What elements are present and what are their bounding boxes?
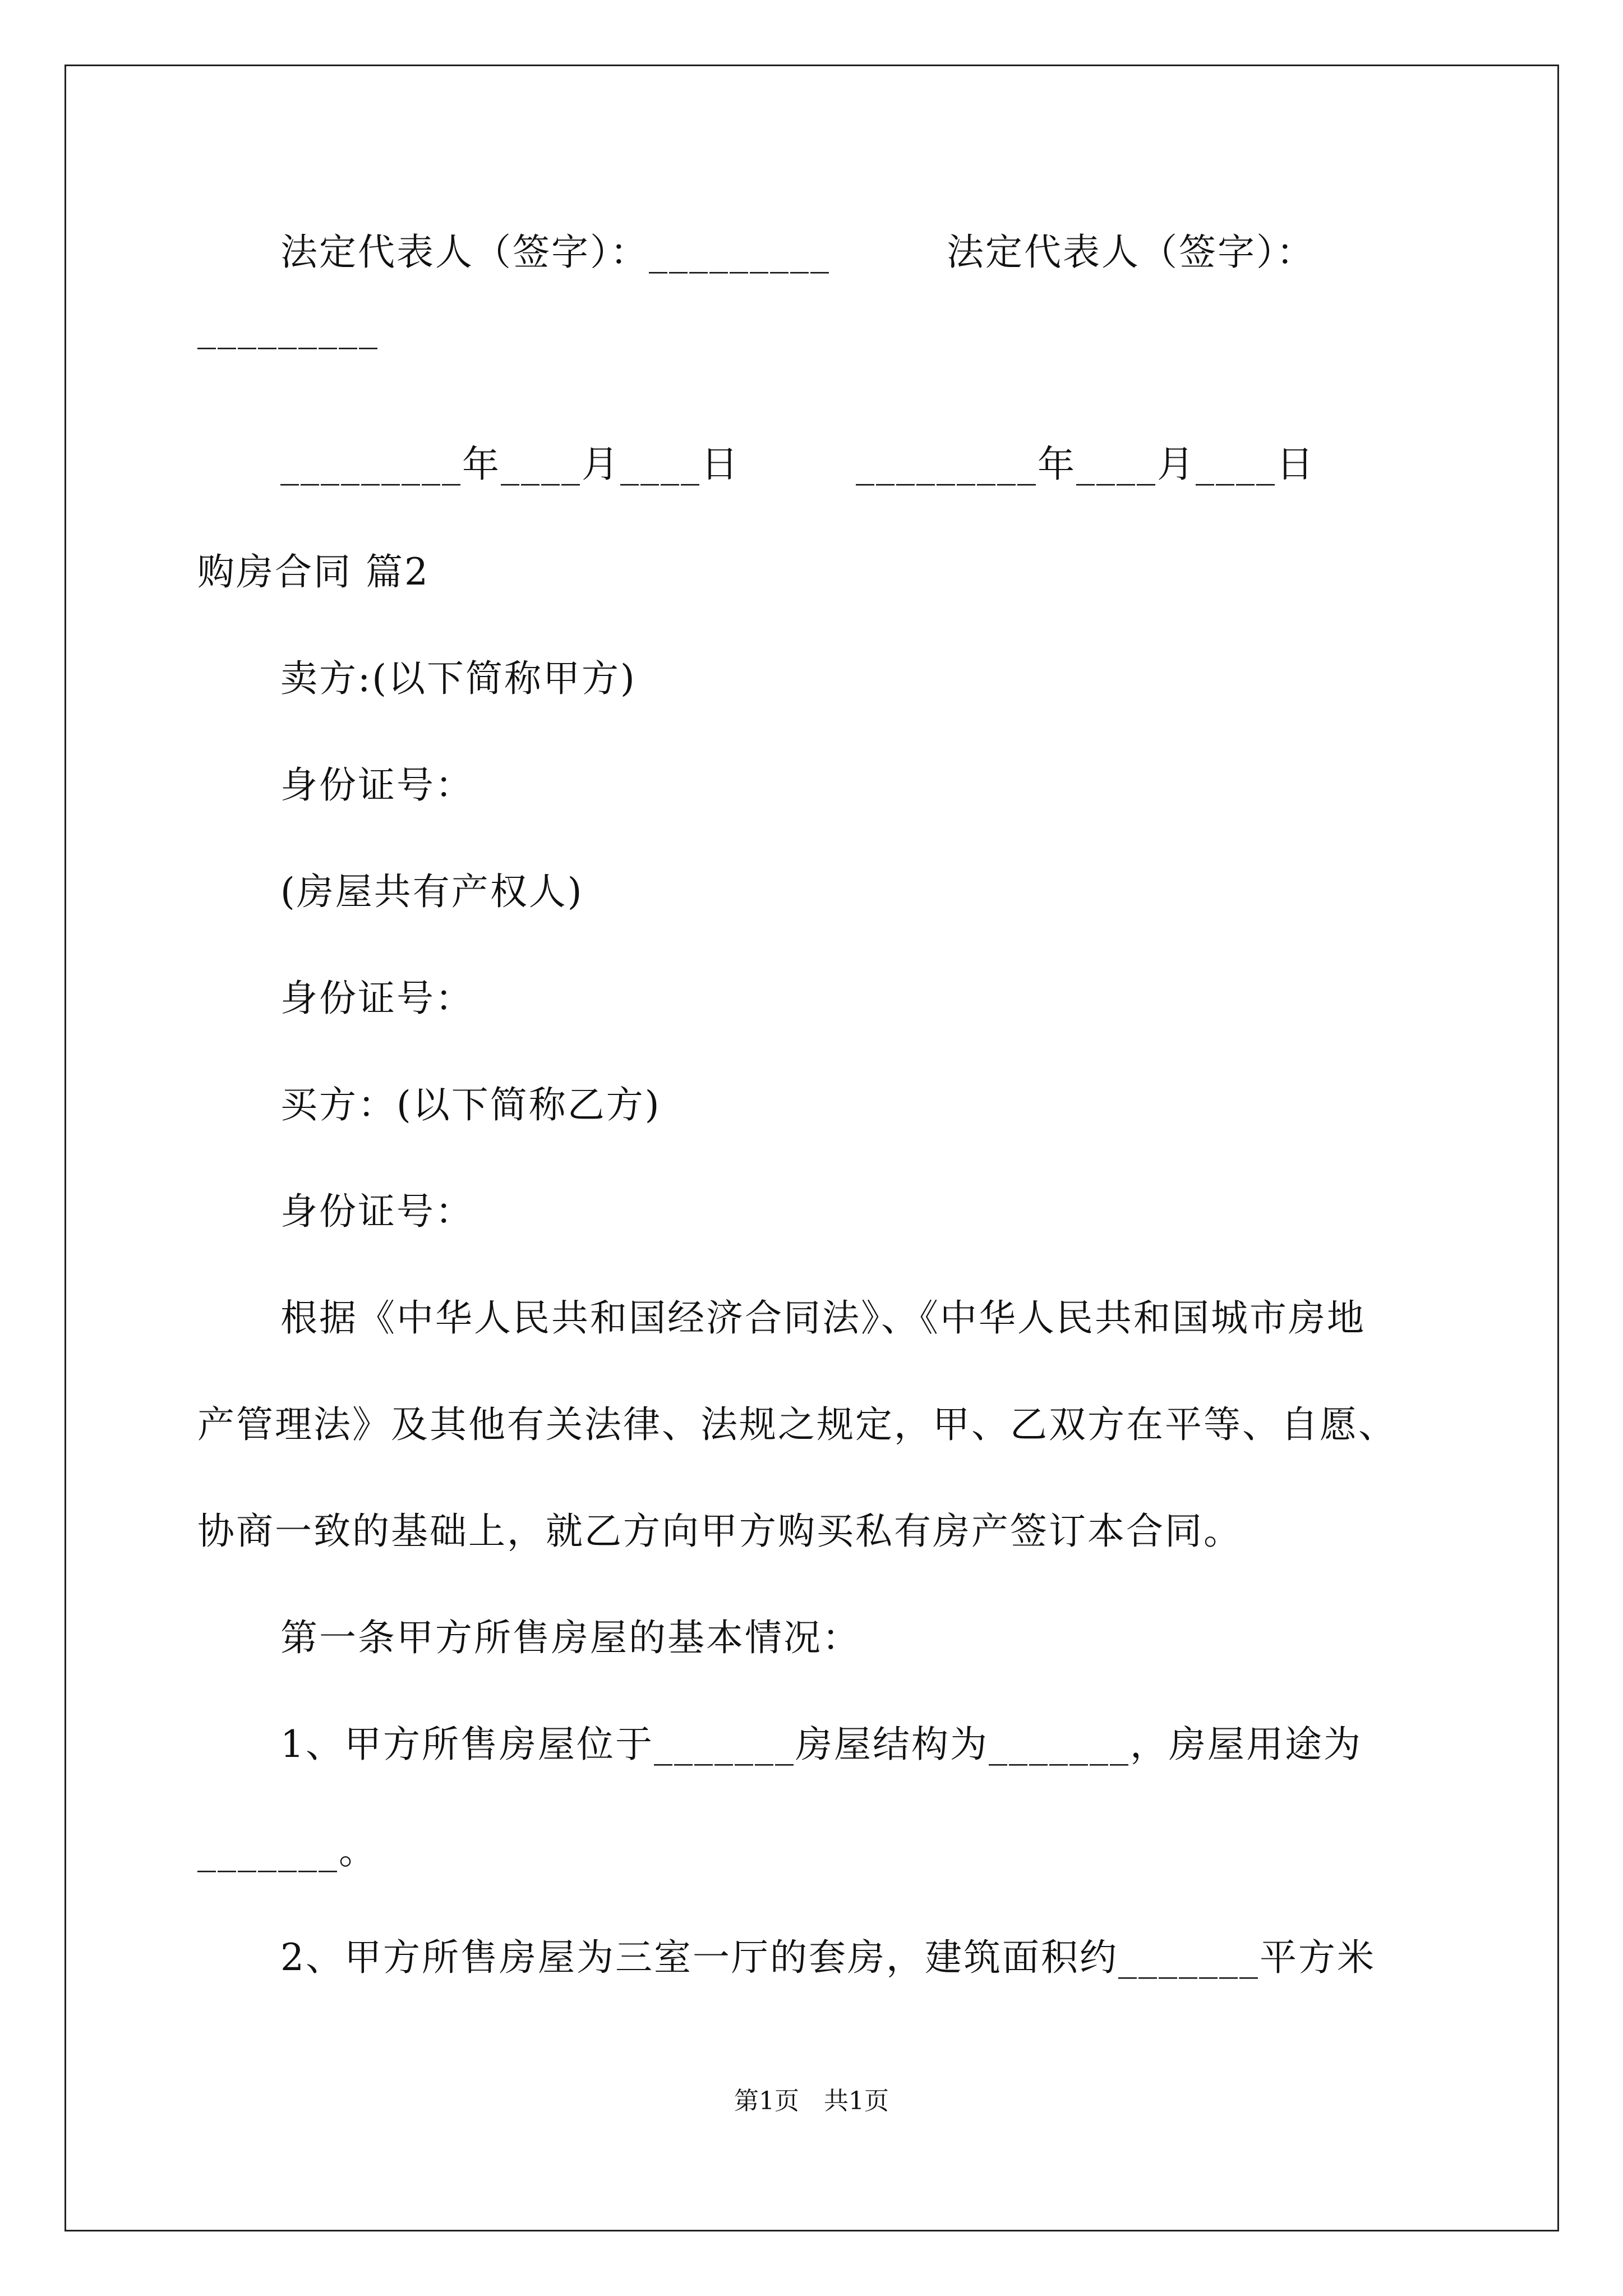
seller-id-line: 身份证号： bbox=[280, 763, 474, 807]
signature-blank-continuation: _________ bbox=[197, 306, 379, 349]
page-border bbox=[64, 65, 1559, 2231]
date-line: _________年____月____日 _________年____月____日 bbox=[280, 443, 1315, 486]
article-1-item-1: 1、甲方所售房屋位于_______房屋结构为_______，房屋用途为 bbox=[280, 1723, 1362, 1766]
buyer-id-line: 身份证号： bbox=[280, 1190, 474, 1233]
page-footer: 第1页 共1页 bbox=[734, 2087, 889, 2115]
signature-line-legal-reps: 法定代表人（签字）：_________ 法定代表人（签字）： bbox=[280, 231, 1315, 274]
preamble-line-3: 协商一致的基础上，就乙方向甲方购买私有房产签订本合同。 bbox=[197, 1510, 1242, 1553]
co-owner-line: (房屋共有产权人) bbox=[280, 870, 584, 913]
preamble-line-2: 产管理法》及其他有关法律、法规之规定，甲、乙双方在平等、自愿、 bbox=[197, 1403, 1397, 1446]
co-owner-id-line: 身份证号： bbox=[280, 977, 474, 1020]
article-1-item-1-continuation: _______。 bbox=[197, 1829, 377, 1872]
preamble-line-1: 根据《中华人民共和国经济合同法》、《中华人民共和国城市房地 bbox=[280, 1296, 1366, 1340]
buyer-line: 买方：(以下简称乙方) bbox=[280, 1083, 661, 1126]
seller-line: 卖方:(以下简称甲方) bbox=[280, 657, 637, 700]
article-1-item-2: 2、甲方所售房屋为三室一厅的套房，建筑面积约_______平方米 bbox=[280, 1936, 1376, 1979]
article-1-heading: 第一条甲方所售房屋的基本情况： bbox=[280, 1616, 861, 1659]
section-title: 购房合同 篇2 bbox=[197, 550, 430, 593]
